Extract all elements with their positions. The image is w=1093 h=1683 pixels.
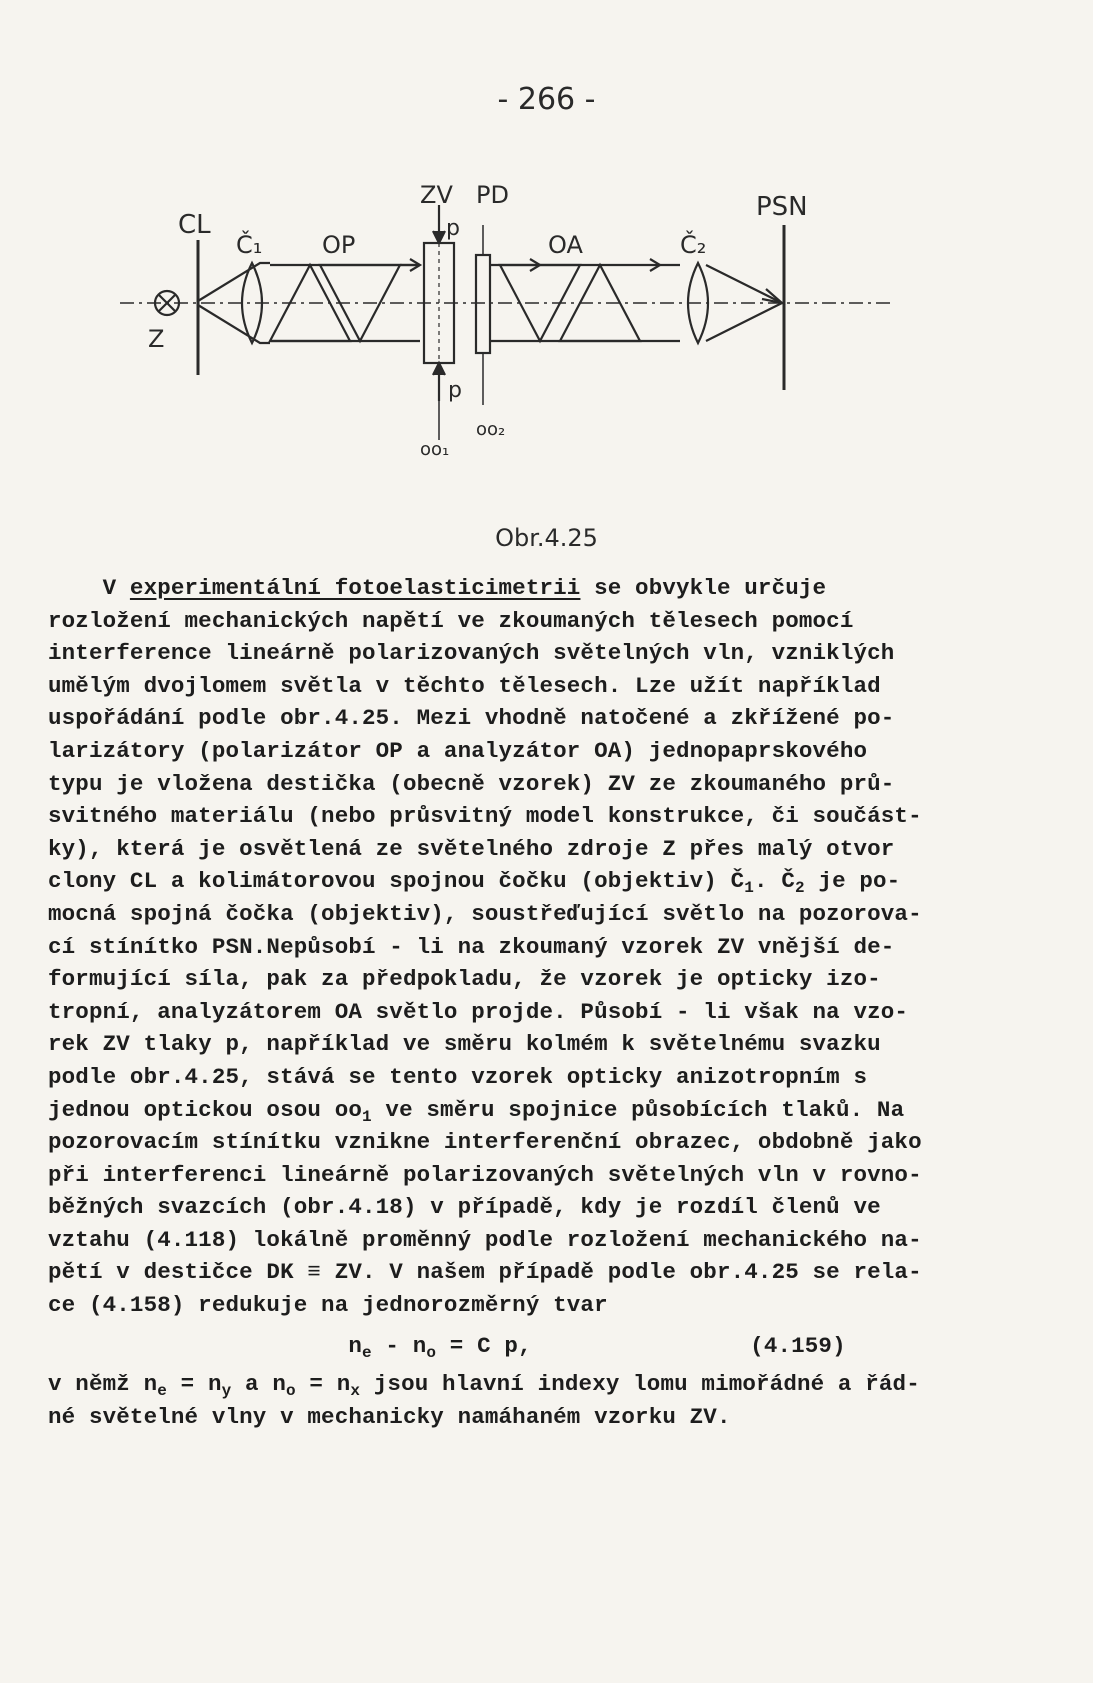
- label-c2: Č₂: [680, 231, 707, 259]
- subscript: o: [285, 1382, 296, 1401]
- label-oo2: oo₂: [476, 419, 506, 440]
- text-line: vztahu (4.118) lokálně proměnný podle rozložení mechanického na-: [48, 1226, 922, 1253]
- equation-number: (4.159): [750, 1332, 846, 1359]
- text-span: v němž n: [48, 1371, 158, 1398]
- text-line: pětí v destičce DK ≡ ZV. V našem případě podle obr.4.25 se rela-: [48, 1259, 922, 1286]
- text-line: běžných svazcích (obr.4.18) v případě, kdy je rozdíl členů ve: [48, 1194, 881, 1221]
- text-line: [48, 572, 1048, 605]
- eq-symbol: - n: [371, 1332, 427, 1359]
- text-span: jednou optickou osou oo: [48, 1096, 363, 1123]
- subscript: e: [157, 1382, 167, 1401]
- label-oo1: oo₁: [420, 439, 450, 460]
- text-span: ve směru spojnice působících tlaků. Na: [371, 1096, 905, 1123]
- text-span: jsou hlavní indexy lomu mimořádné a řád-: [360, 1371, 920, 1398]
- text-line: formující síla, pak za předpokladu, že vzorek je opticky izo-: [48, 966, 881, 993]
- text-line: tropní, analyzátorem OA světlo projde. Působí - li však na vzo-: [48, 998, 909, 1025]
- subscript: 2: [795, 879, 805, 898]
- text-line: interference lineárně polarizovaných světelných vln, vzniklých: [48, 640, 895, 667]
- text-line: pozorovacím stínítku vznikne interferenční obrazec, obdobně jako: [48, 1129, 922, 1156]
- text-span: je po-: [804, 868, 901, 895]
- label-oa: OA: [548, 231, 583, 259]
- body-paragraph: [48, 572, 1048, 1433]
- text-line: né světelné vlny v mechanicky namáhaném vzorku ZV.: [48, 1403, 731, 1430]
- label-op: OP: [322, 231, 356, 259]
- label-cl: CL: [178, 210, 211, 240]
- text-span: = n: [295, 1371, 351, 1398]
- label-zv: ZV: [420, 185, 453, 209]
- text-span: se obvykle určuje: [580, 575, 827, 601]
- eq-symbol: n: [348, 1332, 363, 1359]
- subscript: y: [221, 1382, 232, 1401]
- label-p-bottom: p: [448, 378, 462, 403]
- label-psn: PSN: [756, 192, 808, 222]
- label-p-top: p: [446, 216, 460, 241]
- underlined-term: experimentální fotoelasticimetrii: [129, 575, 581, 601]
- text-line: umělým dvojlomem světla v těchto tělesech. Lze užít například: [48, 672, 881, 699]
- subscript: 1: [362, 1107, 372, 1126]
- text-span: = n: [166, 1371, 222, 1398]
- label-pd: PD: [476, 185, 509, 209]
- text-line: uspořádání podle obr.4.25. Mezi vhodně natočené a zkřížené po-: [48, 705, 895, 732]
- text-line: ky), která je osvětlená ze světelného zdroje Z přes malý otvor: [48, 835, 895, 862]
- text-span: . Č: [754, 868, 795, 895]
- figure-caption: Obr.4.25: [495, 524, 598, 552]
- diagram-svg: [120, 185, 980, 515]
- text-span: a n: [231, 1371, 286, 1398]
- text-line: [48, 1368, 1048, 1401]
- text-line: larizátory (polarizátor OP a analyzátor OA) jednopaprskového: [48, 737, 868, 764]
- subscript: o: [426, 1343, 437, 1362]
- subscript: 1: [744, 879, 755, 898]
- text-line: podle obr.4.25, stává se tento vzorek opticky anizotropním s: [48, 1063, 868, 1090]
- plate-pd: [476, 255, 490, 353]
- eq-symbol: = C p,: [436, 1332, 532, 1359]
- subscript: x: [350, 1382, 361, 1401]
- optical-setup-diagram: [120, 185, 980, 515]
- text-line: [48, 1094, 1048, 1127]
- text-line: typu je vložena destička (obecně vzorek) ZV ze zkoumaného prů-: [48, 770, 895, 797]
- text-line: mocná spojná čočka (objektiv), soustřeďující světlo na pozorova-: [48, 900, 922, 927]
- label-c1: Č₁: [236, 231, 263, 259]
- text-line: cí stínítko PSN.Nepůsobí - li na zkoumaný vzorek ZV vnější de-: [48, 933, 895, 960]
- equation-4-159: [48, 1330, 1048, 1363]
- text-line: rek ZV tlaky p, například ve směru kolmém k světelnému svazku: [48, 1031, 881, 1058]
- page-number: - 266 -: [497, 82, 596, 117]
- text-line: rozložení mechanických napětí ve zkoumaných tělesech pomocí: [48, 607, 854, 634]
- text-span: clony CL a kolimátorovou spojnou čočku (objektiv) Č: [48, 868, 745, 895]
- text-line: při interferenci lineárně polarizovaných světelných vln v rovno-: [48, 1161, 922, 1188]
- text-line: svitného materiálu (nebo průsvitný model konstrukce, či součást-: [48, 803, 922, 830]
- label-z: Z: [148, 325, 165, 353]
- text-line: [48, 865, 1048, 898]
- text-line: ce (4.158) redukuje na jednorozměrný tvar: [48, 1292, 608, 1319]
- text-span: V: [102, 575, 130, 601]
- subscript: e: [362, 1343, 372, 1362]
